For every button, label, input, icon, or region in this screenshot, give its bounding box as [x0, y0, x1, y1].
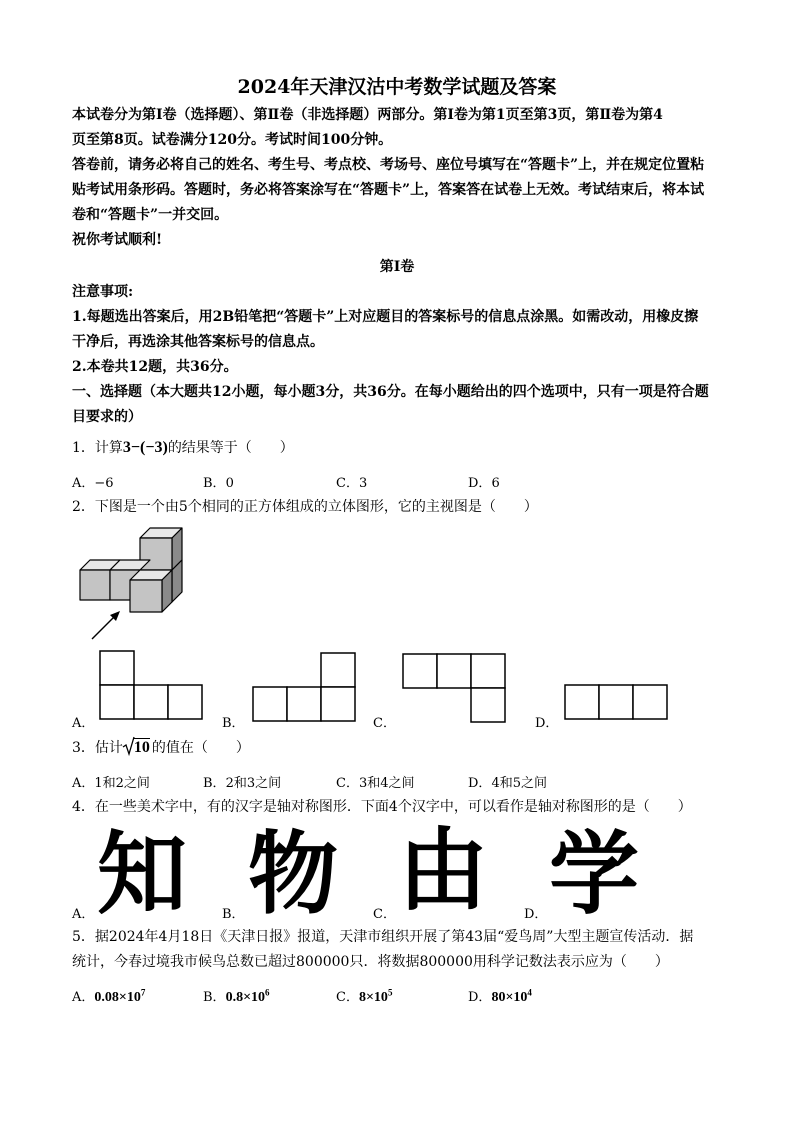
option-letter: B．	[203, 990, 226, 1005]
option-3-c[interactable]	[336, 772, 415, 791]
part-one-line: 一、选择题（本大题共12小题，每小题3分，共36分。在每小题给出的四个选项中，只有一项是符合题	[72, 384, 709, 400]
option-text: 6	[491, 476, 500, 491]
option-exponent: 7	[140, 987, 146, 998]
option-4-d-letter[interactable]: D．	[524, 907, 548, 922]
option-letter: A．	[72, 990, 95, 1005]
option-letter: C．	[336, 476, 359, 491]
option-4-b-letter[interactable]: B．	[222, 907, 245, 922]
option-3-a[interactable]	[72, 772, 150, 791]
intro-line: 祝你考试顺利!	[72, 232, 163, 248]
question-1-suffix: 的结果等于（ ）	[167, 440, 294, 456]
cube-solid-figure	[78, 527, 198, 647]
question-2: 2．下图是一个由5个相同的正方体组成的立体图形，它的主视图是（ ）	[72, 499, 538, 515]
option-base: 0.8×10	[225, 990, 266, 1005]
intro-line: 本试卷分为第Ⅰ卷（选择题）、第Ⅱ卷（非选择题）两部分。第Ⅰ卷为第1页至第3页，第Ⅱ卷为第4	[72, 107, 663, 123]
notes-line: 2.本卷共12题，共36分。	[72, 359, 238, 375]
option-exponent: 4	[527, 987, 532, 998]
option-text: 3和4之间	[358, 776, 415, 791]
question-3-suffix: 的值在（ ）	[151, 740, 250, 756]
question-3	[72, 738, 250, 758]
notes-heading: 注意事项:	[72, 284, 134, 300]
option-1-b[interactable]	[203, 472, 234, 491]
question-3-prefix: 3．估计	[72, 740, 123, 756]
option-text: 1和2之间	[94, 776, 150, 791]
option-5-d[interactable]	[468, 986, 532, 1006]
question-1-expression: 3−(−3)	[122, 439, 168, 456]
intro-line: 卷和“答题卡”一并交回。	[72, 207, 229, 223]
question-1-prefix: 1．计算	[72, 440, 123, 456]
question-5-line: 5．据2024年4月18日《天津日报》报道，天津市组织开展了第43届“爱鸟周”大型主题宣传活动．据	[72, 929, 694, 945]
option-4-a-char[interactable]: 知	[97, 822, 187, 927]
option-4-c-letter[interactable]: C．	[373, 907, 396, 922]
option-4-c-char[interactable]: 由	[398, 818, 488, 923]
option-letter: B．	[203, 476, 226, 491]
option-3-b[interactable]	[203, 772, 281, 791]
option-exponent: 5	[387, 987, 393, 998]
option-letter: C．	[336, 990, 359, 1005]
option-2-d-letter[interactable]: D．	[535, 716, 559, 731]
option-exponent: 6	[265, 987, 270, 998]
option-text: 4和5之间	[491, 776, 547, 791]
question-4: 4．在一些美术字中，有的汉字是轴对称图形．下面4个汉字中，可以看作是轴对称图形的是（ ）	[72, 799, 692, 815]
section-title: 第Ⅰ卷	[379, 259, 415, 275]
option-2-b-letter[interactable]: B．	[222, 716, 245, 731]
option-1-c[interactable]	[336, 472, 367, 491]
option-2-b-view[interactable]	[252, 652, 358, 724]
option-4-d-char[interactable]: 学	[549, 822, 639, 927]
notes-line: 干净后，再选涂其他答案标号的信息点。	[72, 334, 324, 350]
sqrt-expression	[123, 738, 150, 758]
option-5-a[interactable]	[72, 986, 145, 1006]
option-2-c-letter[interactable]: C．	[373, 716, 396, 731]
option-5-b[interactable]	[203, 986, 270, 1006]
option-letter: D．	[468, 776, 492, 791]
option-letter: B．	[203, 776, 226, 791]
option-text: −6	[94, 476, 114, 491]
option-letter: C．	[336, 776, 359, 791]
option-4-a-letter[interactable]: A．	[72, 907, 95, 922]
option-text: 0	[225, 476, 234, 491]
option-2-c-view[interactable]	[402, 653, 508, 725]
option-3-d[interactable]	[468, 772, 547, 791]
option-letter: A．	[72, 776, 95, 791]
option-1-d[interactable]	[468, 472, 500, 491]
option-base: 8×10	[358, 990, 388, 1005]
notes-line: 1.每题选出答案后，用2B铅笔把“答题卡”上对应题目的答案标号的信息点涂黑。如需改动，用橡皮擦	[72, 309, 699, 325]
sqrt-sign-icon	[123, 736, 135, 756]
question-1	[72, 438, 294, 458]
option-1-a[interactable]	[72, 472, 114, 491]
option-text: 3	[358, 476, 368, 491]
option-text: 2和3之间	[225, 776, 282, 791]
sqrt-radicand: 10	[133, 739, 150, 756]
intro-line: 贴考试用条形码。答题时，务必将答案涂写在“答题卡”上，答案答在试卷上无效。考试结束后，将本试	[72, 182, 705, 198]
option-2-a-letter[interactable]: A．	[72, 716, 95, 731]
option-2-a-view[interactable]	[99, 650, 205, 722]
intro-line: 答卷前，请务必将自己的姓名、考生号、考点校、考场号、座位号填写在“答题卡”上，并在规定位置粘	[72, 157, 705, 173]
option-4-b-char[interactable]: 物	[248, 822, 338, 927]
part-one-line: 目要求的）	[72, 409, 142, 425]
option-letter: D．	[468, 990, 492, 1005]
question-5-line: 统计，今春过境我市候鸟总数已超过800000只．将数据800000用科学记数法表示应为（ ）	[72, 954, 669, 970]
option-letter: A．	[72, 476, 95, 491]
option-letter: D．	[468, 476, 492, 491]
option-2-d-view[interactable]	[564, 684, 670, 722]
page-title: 2024年天津汉沽中考数学试题及答案	[237, 76, 557, 98]
option-base: 0.08×10	[94, 990, 141, 1005]
option-base: 80×10	[491, 990, 528, 1005]
intro-line: 页至第8页。试卷满分120分。考试时间100分钟。	[72, 132, 393, 148]
option-5-c[interactable]	[336, 986, 392, 1006]
